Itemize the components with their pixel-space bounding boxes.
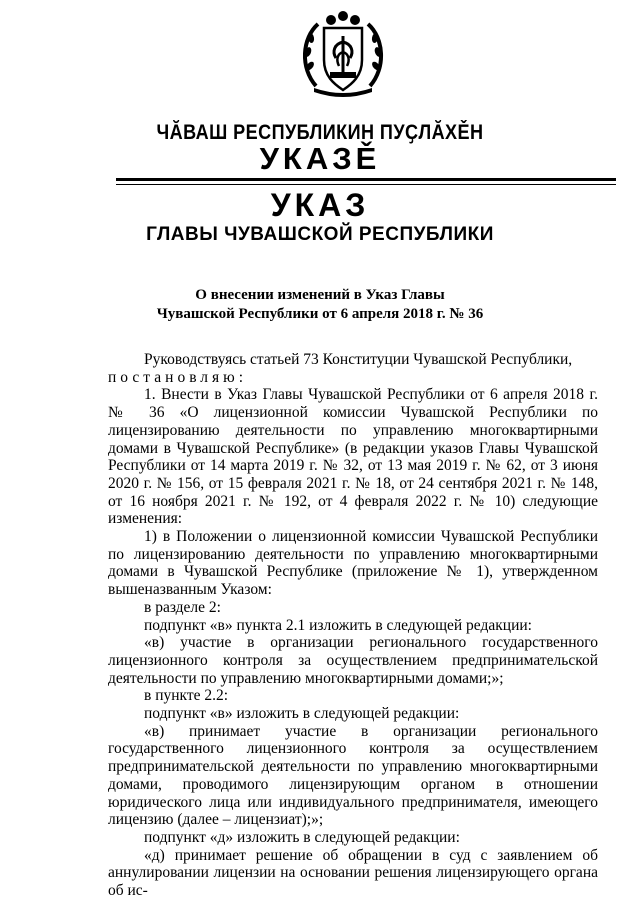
- body-paragraph: «в) принимает участие в организации регионального государственного лицензионного контроля за осуществлением предпринимательской деятельности по управлению многоквартирными домами, проводимого лицензирующим органом в отношении юридического лица или индивидуального предпринимателя, имеющего лицензию (далее – лицензиат);»;: [108, 722, 598, 829]
- body-paragraph: подпункт «в» изложить в следующей редакции:: [144, 705, 460, 723]
- body-paragraph: в пункте 2.2:: [144, 687, 229, 705]
- header-divider-thin: [116, 184, 616, 185]
- heading-line-1: О внесении изменений в Указ Главы: [195, 287, 445, 303]
- russian-decree-title: УКАЗ: [270, 187, 370, 223]
- body-paragraph: Руководствуясь статьей 73 Конституции Чувашской Республики,: [144, 351, 573, 368]
- body-paragraph: «в) участие в организации регионального государственного лицензионного контроля за осуществлением предпринимательской деятельности по управлению многоквартирными домами;»;: [108, 634, 598, 687]
- body-paragraph: «д) принимает решение об обращении в суд с заявлением об аннулировании лицензии на основании решения лицензирующего органа об ис-: [108, 846, 598, 900]
- header-divider-thick: [116, 178, 616, 181]
- body-paragraph: в разделе 2:: [144, 598, 221, 616]
- body-paragraph: подпункт «д» изложить в следующей редакции:: [144, 828, 460, 846]
- heading-line-2: Чувашской Республики от 6 апреля 2018 г. № 36: [156, 306, 484, 322]
- chuvash-org-name: ЧĂВАШ РЕСПУБЛИКИН ПУҪЛĂХĚН: [156, 121, 484, 144]
- chuvash-decree-title: УКАЗĚ: [259, 141, 381, 176]
- russian-org-name: ГЛАВЫ ЧУВАШСКОЙ РЕСПУБЛИКИ: [146, 224, 494, 245]
- resolution-word: постановляю:: [108, 368, 248, 386]
- body-paragraph: подпункт «в» пункта 2.1 изложить в следующей редакции:: [144, 616, 532, 634]
- chuvash-emblem-icon: [296, 8, 390, 102]
- body-paragraph: 1) в Положении о лицензионной комиссии Чувашской Республики по лицензированию деятельности по управлению многоквартирными домами в Чувашской Республике (приложение № 1), утвержденном вышеназванным Указом:: [108, 528, 598, 599]
- body-paragraph: 1. Внести в Указ Главы Чувашской Республики от 6 апреля 2018 г. № 36 «О лицензионной комиссии Чувашской Республики по лицензированию деятельности по управлению многоквартирными домами в Чувашской Республике» (в редакции указов Главы Чувашской Республики от 14 марта 2019 г. № 32, от 13 мая 2019 г. № 62, от 3 июня 2020 г. № 156, от 15 февраля 2021 г. № 18, от 24 сентября 2021 г. № 148, от 16 ноября 2021 г. № 192, от 4 февраля 2022 г. № 10) следующие изменения:: [108, 386, 598, 528]
- document-body: [108, 351, 598, 900]
- document-heading: [0, 286, 640, 324]
